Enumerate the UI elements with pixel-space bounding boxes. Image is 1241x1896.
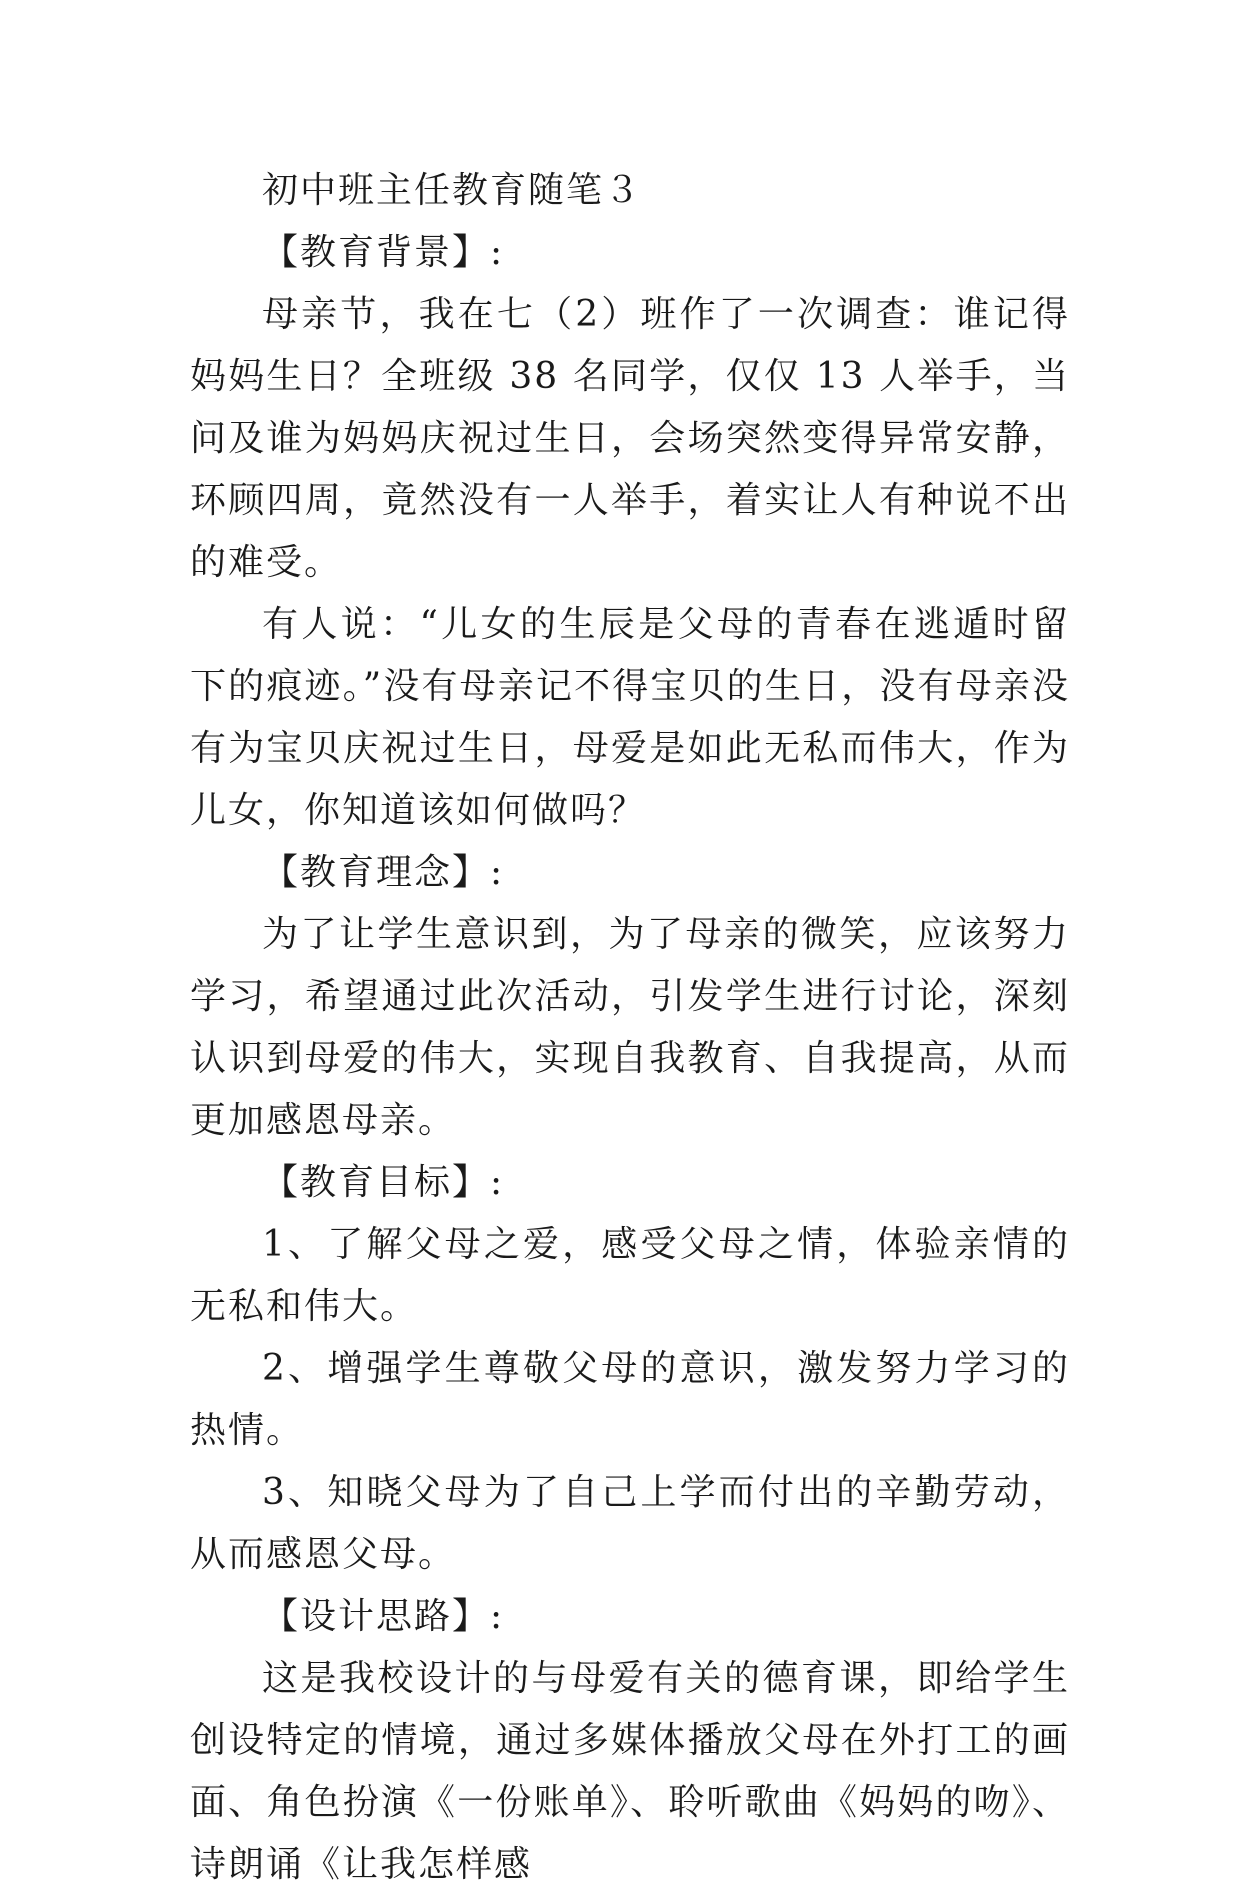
section-heading-goals: 【教育目标】: <box>262 1162 505 1203</box>
section-heading-background: 【教育背景】: <box>262 232 505 273</box>
paragraph-design: 这是我校设计的与母爱有关的德育课，即给学生创设特定的情境，通过多媒体播放父母在外打工的画面、角色扮演《一份账单》、聆听歌曲《妈妈的吻》、诗朗诵《让我怎样感 <box>190 1658 1070 1885</box>
document-title: 初中班主任教育随笔３ <box>262 170 643 211</box>
goal-item-1: 1、了解父母之爱，感受父母之情，体验亲情的无私和伟大。 <box>190 1224 1070 1327</box>
document-body <box>190 160 1070 1896</box>
section-heading-philosophy: 【教育理念】: <box>262 852 505 893</box>
goal-item-2: 2、增强学生尊敬父母的意识，激发努力学习的热情。 <box>190 1348 1070 1451</box>
section-heading-design: 【设计思路】: <box>262 1596 505 1637</box>
paragraph-quote: 有人说：“儿女的生辰是父母的青春在逃遁时留下的痕迹。”没有母亲记不得宝贝的生日，没有母亲没有为宝贝庆祝过生日，母爱是如此无私而伟大，作为儿女，你知道该如何做吗？ <box>190 604 1070 831</box>
paragraph-philosophy: 为了让学生意识到，为了母亲的微笑，应该努力学习，希望通过此次活动，引发学生进行讨论，深刻认识到母爱的伟大，实现自我教育、自我提高，从而更加感恩母亲。 <box>190 914 1070 1141</box>
goal-item-3: 3、知晓父母为了自己上学而付出的辛勤劳动，从而感恩父母。 <box>190 1472 1070 1575</box>
paragraph-survey: 母亲节，我在七（2）班作了一次调查：谁记得妈妈生日？全班级 38 名同学，仅仅 13 人举手，当问及谁为妈妈庆祝过生日，会场突然变得异常安静，环顾四周，竟然没有一人举手，着实让人有种说不出的难受。 <box>190 294 1070 583</box>
